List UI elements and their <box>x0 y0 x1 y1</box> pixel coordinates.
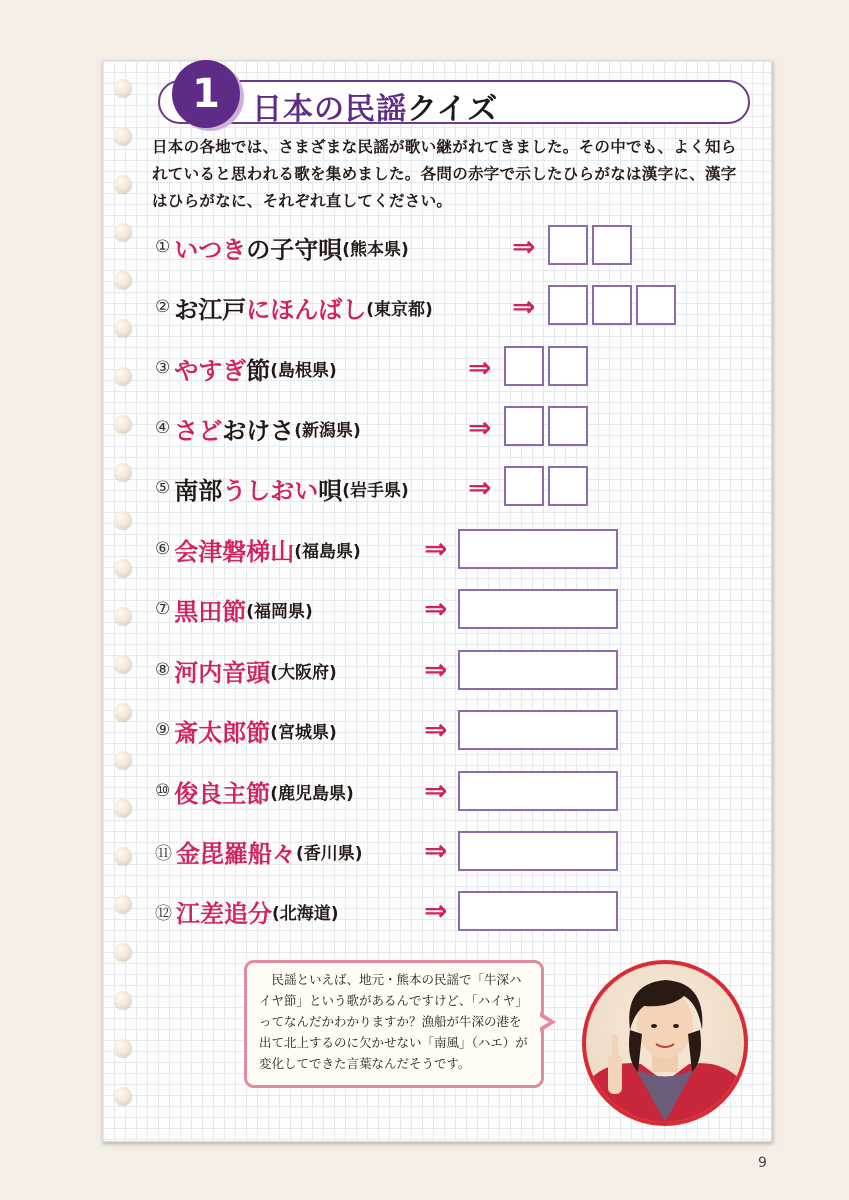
binder-hole <box>114 943 132 961</box>
answer-box[interactable] <box>504 466 544 506</box>
question-number: ⑨ <box>155 720 171 740</box>
question-text: お江戸 <box>174 295 247 324</box>
binder-hole <box>114 175 132 193</box>
prefecture-label: (東京都) <box>366 299 433 320</box>
page-title <box>252 84 498 128</box>
question-number: ① <box>155 237 171 257</box>
answer-box[interactable] <box>548 406 588 446</box>
binder-hole <box>114 127 132 145</box>
answer-arrow-icon: ⇒ <box>424 592 448 625</box>
answer-arrow-icon: ⇒ <box>424 894 448 927</box>
question-number: ② <box>155 297 171 317</box>
prefecture-label: (香川県) <box>296 843 363 864</box>
speech-bubble-tail-inner <box>539 1016 549 1028</box>
question-number: ⑦ <box>155 599 171 619</box>
question-number: ⑪ <box>155 843 172 864</box>
question-text: 唄 <box>318 476 343 505</box>
question-target-text: やすぎ <box>174 356 247 385</box>
answer-box[interactable] <box>636 285 676 325</box>
woman-portrait-illustration <box>586 964 744 1122</box>
question-target-text: 斎太郎節 <box>174 718 271 747</box>
quiz-question <box>155 225 409 269</box>
answer-box[interactable] <box>592 285 632 325</box>
binder-hole <box>114 559 132 577</box>
quiz-question <box>155 708 337 752</box>
binder-hole <box>114 1039 132 1057</box>
answer-box[interactable] <box>592 225 632 265</box>
title-number: 1 <box>192 71 220 117</box>
answer-arrow-icon: ⇒ <box>468 471 492 504</box>
binder-hole <box>114 991 132 1009</box>
prefecture-label: (福島県) <box>294 541 361 562</box>
title-number-badge <box>172 60 240 128</box>
answer-arrow-icon: ⇒ <box>424 713 448 746</box>
question-target-text: 黒田節 <box>174 597 247 626</box>
answer-box[interactable] <box>548 285 588 325</box>
answer-arrow-icon: ⇒ <box>424 834 448 867</box>
answer-field[interactable] <box>458 529 618 569</box>
answer-box[interactable] <box>504 346 544 386</box>
question-target-text: 会津磐梯山 <box>174 537 295 566</box>
answer-arrow-icon: ⇒ <box>424 774 448 807</box>
answer-arrow-icon: ⇒ <box>424 532 448 565</box>
binder-hole <box>114 415 132 433</box>
binder-hole <box>114 703 132 721</box>
binder-hole <box>114 895 132 913</box>
title-purple: 日本の民謡 <box>252 92 407 127</box>
question-number: ⑤ <box>155 478 171 498</box>
quiz-question <box>155 648 337 692</box>
binder-hole <box>114 319 132 337</box>
answer-field[interactable] <box>458 771 618 811</box>
quiz-question <box>155 829 363 873</box>
answer-arrow-icon: ⇒ <box>468 411 492 444</box>
binder-hole <box>114 463 132 481</box>
answer-box[interactable] <box>548 225 588 265</box>
question-text: 節 <box>246 356 271 385</box>
prefecture-label: (島根県) <box>270 360 337 381</box>
answer-field[interactable] <box>458 650 618 690</box>
quiz-question <box>155 889 339 933</box>
binder-hole <box>114 271 132 289</box>
quiz-question <box>155 527 361 571</box>
answer-arrow-icon: ⇒ <box>468 351 492 384</box>
quiz-question <box>155 466 409 510</box>
binder-hole <box>114 1087 132 1105</box>
binder-hole <box>114 367 132 385</box>
answer-arrow-icon: ⇒ <box>512 230 536 263</box>
prefecture-label: (大阪府) <box>270 662 337 683</box>
question-number: ⑧ <box>155 660 171 680</box>
answer-box[interactable] <box>548 346 588 386</box>
question-target-text: 金毘羅船々 <box>176 839 296 868</box>
question-target-text: さど <box>174 416 223 445</box>
binder-hole <box>114 511 132 529</box>
answer-field[interactable] <box>458 589 618 629</box>
prefecture-label: (熊本県) <box>342 239 409 260</box>
title-black: クイズ <box>407 92 499 127</box>
answer-arrow-icon: ⇒ <box>424 653 448 686</box>
question-number: ⑩ <box>155 781 171 801</box>
answer-field[interactable] <box>458 891 618 931</box>
prefecture-label: (鹿児島県) <box>270 783 354 804</box>
avatar <box>582 960 748 1126</box>
binder-hole <box>114 607 132 625</box>
quiz-question <box>155 285 433 329</box>
question-target-text: 江差追分 <box>176 899 272 928</box>
binder-hole <box>114 223 132 241</box>
binder-hole <box>114 79 132 97</box>
quiz-question <box>155 406 361 450</box>
binder-hole <box>114 847 132 865</box>
speech-bubble: 民謡といえば、地元・熊本の民謡で「牛深ハイヤ節」という歌があるんですけど、「ハイヤ」ってなんだかわかりますか？漁船が牛深の港を出て北上するのに欠かせない「南風」（ハエ）が変化してできた言葉なんだそうです。 <box>244 960 544 1088</box>
question-target-text: 俊良主節 <box>174 779 271 808</box>
answer-box[interactable] <box>548 466 588 506</box>
question-target-text: うしおい <box>222 476 319 505</box>
quiz-question <box>155 769 354 813</box>
quiz-question <box>155 587 313 631</box>
prefecture-label: (北海道) <box>272 903 339 924</box>
prefecture-label: (福岡県) <box>246 601 313 622</box>
question-target-text: いつき <box>174 235 247 264</box>
question-number: ④ <box>155 418 171 438</box>
question-text: おけさ <box>222 416 295 445</box>
answer-box[interactable] <box>504 406 544 446</box>
question-target-text: にほんばし <box>246 295 367 324</box>
question-number: ③ <box>155 358 171 378</box>
question-text: の子守唄 <box>246 235 343 264</box>
quiz-question <box>155 346 337 390</box>
binder-hole <box>114 799 132 817</box>
question-number: ⑫ <box>155 903 172 924</box>
question-number: ⑥ <box>155 539 171 559</box>
answer-arrow-icon: ⇒ <box>512 290 536 323</box>
question-target-text: 河内音頭 <box>174 658 271 687</box>
answer-field[interactable] <box>458 710 618 750</box>
question-text: 南部 <box>174 476 223 505</box>
answer-field[interactable] <box>458 831 618 871</box>
prefecture-label: (新潟県) <box>294 420 361 441</box>
binder-hole <box>114 751 132 769</box>
prefecture-label: (宮城県) <box>270 722 337 743</box>
binder-hole <box>114 655 132 673</box>
page-number: 9 <box>758 1155 767 1171</box>
prefecture-label: (岩手県) <box>342 480 409 501</box>
intro-text: 日本の各地では、さまざまな民謡が歌い継がれてきました。その中でも、よく知られていると思われる歌を集めました。各問の赤字で示したひらがなは漢字に、漢字はひらがなに、それぞれ直してください。 <box>152 138 737 210</box>
